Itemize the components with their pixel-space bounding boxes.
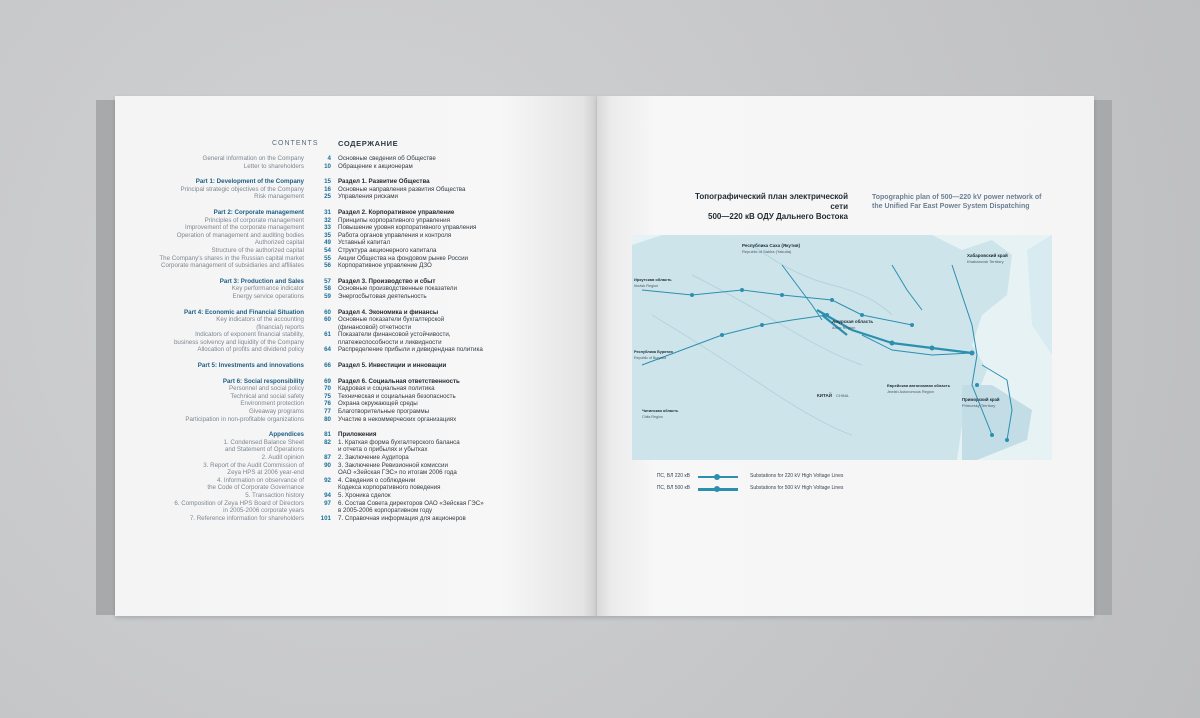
toc-page-number: 57 — [324, 277, 331, 285]
toc-row[interactable] — [118, 416, 498, 424]
toc-title-ru: Основные направления развития Общества — [338, 185, 466, 193]
toc-row[interactable] — [118, 163, 498, 171]
label-khabarovsk-ru: Хабаровский край — [967, 253, 1008, 258]
toc-page-number: 69 — [324, 377, 331, 385]
toc-title-en: business solvency and liquidity of the Company — [173, 338, 304, 346]
toc-title-ru: в 2005-2006 корпоративном году — [338, 507, 433, 515]
toc-row[interactable] — [118, 454, 498, 462]
toc-title-en: Personnel and social policy — [229, 385, 304, 393]
toc-title-en: Energy service operations — [232, 292, 304, 300]
toc-title-en: Zeya HPS at 2006 year-end — [227, 469, 304, 477]
toc-title-en: 2. Audit opinion — [261, 454, 304, 461]
toc-row[interactable] — [118, 239, 498, 247]
toc-title-ru: Приложения — [338, 431, 377, 439]
toc-title-en: Part 3: Production and Sales — [219, 277, 304, 285]
toc-title-en: and Statement of Operations — [224, 446, 304, 454]
toc-section-row[interactable] — [118, 278, 498, 286]
toc-title-ru: 5. Хроника сделок — [338, 491, 391, 499]
table-of-contents — [118, 155, 498, 522]
toc-page-number: 92 — [324, 476, 331, 484]
toc-page-number: 76 — [324, 400, 331, 408]
legend-220-label: ПС, ВЛ 220 кВ — [656, 473, 690, 479]
label-chita-en: Chita Region — [642, 415, 663, 419]
toc-title-ru: платежеспособности и ликвидности — [338, 338, 442, 346]
toc-title-ru: Акции Общества на фондовом рынке России — [338, 254, 468, 262]
toc-row[interactable] — [118, 339, 498, 347]
toc-title-en: Principles of corporate management — [204, 216, 304, 224]
toc-title-en: 5. Transaction history — [245, 491, 304, 499]
map-title-ru — [677, 192, 848, 222]
toc-title-ru: Корпоративное управление ДЗО — [338, 262, 432, 270]
toc-title-ru: Раздел 4. Экономика и финансы — [338, 308, 439, 316]
toc-title-en: Part 4: Economic and Financial Situation — [184, 308, 304, 316]
toc-page-number: 56 — [324, 262, 331, 270]
toc-title-ru: 3. Заключение Ревизионной комиссии — [338, 461, 448, 469]
toc-gap — [118, 170, 498, 178]
toc-title-ru: 2. Заключение Аудитора — [338, 454, 409, 461]
toc-title-en: General information on the Company — [202, 155, 304, 162]
toc-row[interactable] — [118, 469, 498, 477]
toc-page-number: 31 — [324, 208, 331, 216]
toc-title-ru: Повышение уровня корпоративного управления — [338, 224, 477, 232]
label-yakutia-ru: Республика Саха (Якутия) — [742, 243, 801, 248]
toc-title-ru: Кодекса корпоративного поведения — [338, 484, 441, 492]
toc-page-number: 94 — [324, 491, 331, 499]
toc-title-ru: 1. Краткая форма бухгалтерского баланса — [338, 438, 460, 446]
toc-gap — [118, 423, 498, 431]
toc-row[interactable] — [118, 217, 498, 225]
toc-section-row[interactable] — [118, 178, 498, 186]
toc-title-en: in 2005-2006 corporate years — [223, 507, 304, 515]
toc-page-number: 16 — [324, 185, 331, 193]
toc-title-ru: Кадровая и социальная политика — [338, 385, 435, 393]
toc-page-number: 60 — [324, 308, 331, 316]
toc-row[interactable] — [118, 408, 498, 416]
toc-title-en: Principal strategic objectives of the Company — [180, 185, 304, 193]
label-primorsky-en: Primorsky Territory — [962, 403, 996, 408]
toc-row[interactable] — [118, 262, 498, 270]
toc-title-ru: Распределение прибыли и дивидендная политика — [338, 346, 483, 354]
toc-title-en: Key indicators of the accounting — [216, 316, 304, 324]
toc-page-number: 25 — [324, 193, 331, 201]
label-china-ru: КИТАЙ — [817, 393, 832, 398]
toc-row[interactable] — [118, 507, 498, 515]
toc-title-ru: Раздел 3. Производство и сбыт — [338, 277, 436, 285]
power-network-map — [632, 235, 1052, 460]
toc-title-ru: Основные показатели бухгалтерской — [338, 316, 445, 324]
toc-row[interactable] — [118, 285, 498, 293]
toc-title-en: Appendices — [268, 431, 304, 439]
toc-gap — [118, 370, 498, 378]
toc-section-row[interactable] — [118, 209, 498, 217]
toc-title-en: the Code of Corporate Governance — [207, 484, 304, 492]
toc-title-en: 3. Report of the Audit Commission of — [203, 461, 304, 469]
toc-title-ru: Раздел 2. Корпоративное управление — [338, 208, 455, 216]
toc-row[interactable] — [118, 331, 498, 339]
toc-page-number: 97 — [324, 499, 331, 507]
toc-page-number: 81 — [324, 431, 331, 439]
toc-title-ru: Управления рисками — [338, 193, 399, 201]
toc-page-number: 10 — [324, 162, 331, 170]
toc-heading-ru: СОДЕРЖАНИЕ — [338, 139, 399, 148]
label-irkutsk-ru: Иркутская область — [634, 277, 672, 282]
toc-gap — [118, 270, 498, 278]
toc-title-en: Part 2: Corporate management — [213, 208, 304, 216]
toc-title-ru: Охрана окружающей среды — [338, 400, 418, 408]
toc-title-ru: Энергосбытовая деятельность — [338, 292, 427, 300]
toc-title-en: Corporate management of subsidiaries and affiliates — [161, 262, 304, 270]
toc-row[interactable] — [118, 385, 498, 393]
toc-row[interactable] — [118, 515, 498, 523]
toc-title-en: Part 6: Social responsibility — [222, 377, 304, 385]
toc-page-number: 101 — [320, 514, 331, 522]
map-title-ru-line1: Топографический план электрической сети — [694, 192, 848, 211]
toc-section-row[interactable] — [118, 309, 498, 317]
toc-row[interactable] — [118, 224, 498, 232]
map-title-en-line1: Topographic plan of 500—220 kV power network of — [872, 194, 1042, 201]
toc-row[interactable] — [118, 293, 498, 301]
toc-page-number: 66 — [324, 362, 331, 370]
toc-page-number: 49 — [324, 239, 331, 247]
label-buryatia-ru: Республика Бурятия — [634, 350, 673, 354]
toc-title-en: Giveaway programs — [248, 408, 304, 416]
toc-page-number: 4 — [327, 155, 331, 162]
toc-title-ru: Принципы корпоративного управления — [338, 216, 450, 224]
toc-row[interactable] — [118, 324, 498, 332]
toc-page-number: 75 — [324, 392, 331, 400]
toc-page-number: 15 — [324, 178, 331, 186]
label-khabarovsk-en: Khabarovsk Territory — [967, 259, 1004, 264]
toc-row[interactable] — [118, 232, 498, 240]
toc-title-en: Technical and social safety — [230, 392, 304, 400]
toc-row[interactable] — [118, 492, 498, 500]
toc-page-number: 61 — [324, 331, 331, 339]
toc-title-en: Key performance indicator — [231, 285, 304, 293]
toc-row[interactable] — [118, 393, 498, 401]
toc-row[interactable] — [118, 462, 498, 470]
toc-row[interactable] — [118, 400, 498, 408]
toc-page-number: 32 — [324, 216, 331, 224]
label-jewish-en: Jewish Autonomous Region — [887, 390, 934, 394]
toc-heading-en: CONTENTS — [272, 140, 319, 147]
toc-row[interactable] — [118, 155, 498, 163]
label-amur-en: Amur Region — [832, 325, 856, 330]
toc-gap — [118, 354, 498, 362]
toc-row[interactable] — [118, 346, 498, 354]
map-title-en — [872, 193, 1062, 211]
toc-page-number: 70 — [324, 385, 331, 393]
label-amur-ru: Амурская область — [832, 319, 874, 324]
toc-title-en: Authorized capital — [254, 239, 304, 247]
toc-row[interactable] — [118, 446, 498, 454]
label-jewish-ru: Еврейская автономная область — [887, 383, 951, 388]
toc-title-ru: ОАО «Зейская ГЭС» по итогам 2006 года — [338, 469, 457, 477]
map-title-en-line2: the Unified Far East Power System Dispatching — [872, 203, 1030, 210]
toc-page-number: 90 — [324, 461, 331, 469]
toc-title-en: 6. Composition of Zeya HPS Board of Directors — [174, 499, 304, 507]
toc-row[interactable] — [118, 316, 498, 324]
toc-title-ru: Раздел 1. Развитие Общества — [338, 178, 430, 186]
toc-title-en: 7. Reference information for shareholders — [189, 514, 304, 522]
toc-page-number: 77 — [324, 408, 331, 416]
toc-title-ru: Благотворительные программы — [338, 408, 430, 416]
toc-page-number: 33 — [324, 224, 331, 232]
toc-title-ru: Структура акционерного капитала — [338, 246, 437, 254]
toc-title-ru: Техническая и социальная безопасность — [338, 392, 456, 400]
toc-title-ru: 4. Сведения о соблюдении — [338, 476, 416, 484]
label-yakutia-en: Republic of Sakha (Yakutia) — [742, 249, 792, 254]
toc-title-ru: Основные сведения об Обществе — [338, 155, 436, 162]
toc-title-en: Risk management — [254, 193, 304, 201]
toc-title-en: Part 1: Development of the Company — [195, 178, 304, 186]
toc-title-ru: Показатели финансовой устойчивости, — [338, 331, 451, 339]
toc-title-ru: Уставный капитал — [338, 239, 391, 247]
toc-page-number: 54 — [324, 246, 331, 254]
legend-220-dot — [714, 474, 720, 480]
toc-title-ru: и отчета о прибылях и убытках — [338, 446, 428, 454]
toc-page-number: 35 — [324, 231, 331, 239]
legend-500-label: ПС, ВЛ 500 кВ — [656, 485, 690, 491]
toc-title-ru: (финансовой) отчетности — [338, 323, 412, 331]
toc-row[interactable] — [118, 247, 498, 255]
toc-title-en: Participation in non-profitable organizations — [185, 415, 304, 423]
toc-row[interactable] — [118, 477, 498, 485]
toc-page-number: 82 — [324, 438, 331, 446]
toc-row[interactable] — [118, 255, 498, 263]
toc-title-en: (financial) reports — [256, 323, 304, 331]
toc-page-number: 64 — [324, 346, 331, 354]
toc-title-en: Letter to shareholders — [243, 162, 304, 170]
toc-title-en: Environment protection — [240, 400, 304, 408]
toc-section-row[interactable] — [118, 378, 498, 386]
toc-row[interactable] — [118, 193, 498, 201]
toc-title-ru: 6. Состав Совета директоров ОАО «Зейская ГЭС» — [338, 499, 484, 507]
toc-row[interactable] — [118, 500, 498, 508]
toc-section-row[interactable] — [118, 431, 498, 439]
toc-title-en: Improvement of the corporate management — [184, 224, 304, 232]
toc-gap — [118, 201, 498, 209]
toc-title-ru: 7. Справочная информация для акционеров — [338, 514, 466, 522]
toc-title-en: 4. Information on observance of — [216, 476, 304, 484]
toc-gap — [118, 301, 498, 309]
toc-title-ru: Раздел 6. Социальная ответственность — [338, 377, 460, 385]
toc-title-ru: Участие в некоммерческих организациях — [338, 415, 457, 423]
toc-row[interactable] — [118, 186, 498, 194]
label-primorsky-ru: Приморский край — [962, 397, 1000, 402]
book-edge-right — [1092, 100, 1112, 615]
toc-row[interactable] — [118, 439, 498, 447]
toc-page-number: 55 — [324, 254, 331, 262]
legend-500-dot — [714, 486, 720, 492]
toc-page-number: 60 — [324, 316, 331, 324]
toc-title-en: Allocation of profits and dividend policy — [197, 346, 304, 354]
label-chita-ru: Читинская область — [642, 409, 679, 413]
legend-500-text: Substations for 500 kV High Voltage Lines — [750, 485, 844, 491]
label-china-en: CHINA — [836, 393, 849, 398]
toc-title-en: Operation of management and auditing bodies — [176, 231, 304, 239]
toc-title-ru: Раздел 5. Инвестиции и инновации — [338, 362, 447, 370]
toc-title-en: Part 5: Investments and innovations — [197, 362, 304, 370]
legend-220-text: Substations for 220 kV High Voltage Lines — [750, 473, 844, 479]
label-buryatia-en: Republic of Buryatia — [634, 356, 667, 360]
toc-title-en: The Company's shares in the Russian capital market — [159, 254, 304, 262]
label-irkutsk-en: Irkutsk Region — [634, 284, 659, 288]
toc-page-number: 80 — [324, 415, 331, 423]
toc-title-ru: Основные производственные показатели — [338, 285, 457, 293]
toc-title-ru: Работа органов управления и контроля — [338, 231, 452, 239]
toc-title-en: Structure of the authorized capital — [211, 246, 304, 254]
map-title-ru-line2: 500—220 кВ ОДУ Дальнего Востока — [708, 212, 848, 221]
toc-row[interactable] — [118, 484, 498, 492]
toc-page-number: 59 — [324, 292, 331, 300]
toc-section-row[interactable] — [118, 362, 498, 370]
toc-page-number: 58 — [324, 285, 331, 293]
toc-title-en: 1. Condensed Balance Sheet — [223, 438, 304, 446]
toc-title-en: Indicators of exponent financial stability, — [195, 331, 304, 339]
toc-title-ru: Обращение к акционерам — [338, 162, 413, 170]
toc-page-number: 87 — [324, 454, 331, 461]
